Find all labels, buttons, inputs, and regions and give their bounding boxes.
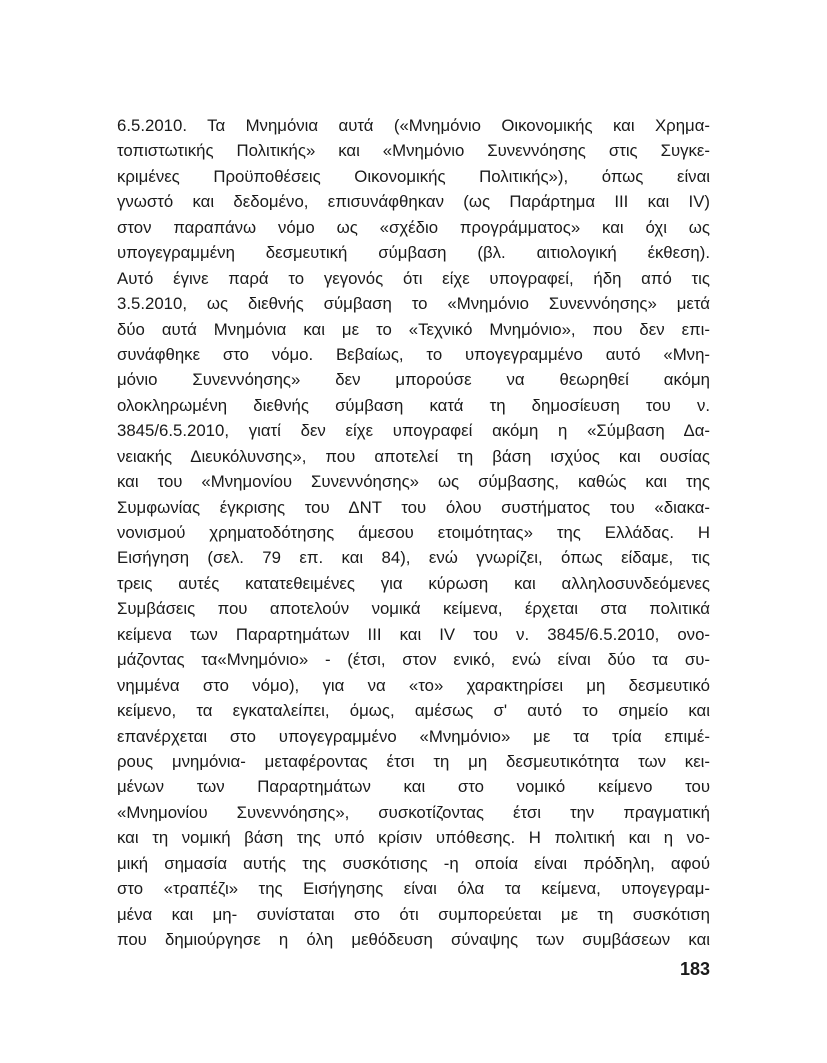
text-line: Συμφωνίας έγκρισης του ΔΝΤ του όλου συστήματος του «διακα- [117, 497, 710, 517]
text-line: ρους μνημόνια- μεταφέροντας έτσι τη μη δεσμευτικότητα των κει- [117, 751, 710, 771]
text-line: που δημιούργησε η όλη μεθόδευση σύναψης των συμβάσεων και [117, 930, 710, 949]
text-line: μάζοντας τα«Μνημόνιο» - (έτσι, στον ενικό, ενώ είναι δύο τα συ- [117, 650, 710, 670]
text-line: νημμένα στο νόμο), για να «το» χαρακτηρίσει μη δεσμευτικό [117, 675, 710, 695]
text-line: στο «τραπέζι» της Εισήγησης είναι όλα τα κείμενα, υπογεγραμ- [117, 879, 710, 899]
text-line: κείμενα των Παραρτημάτων ΙΙΙ και IV του ν. 3845/6.5.2010, ονο- [117, 624, 710, 644]
text-line: νονισμού χρηματοδότησης άμεσου ετοιμότητας» της Ελλάδας. Η [117, 523, 710, 542]
text-line: μόνιο Συνεννόησης» δεν μπορούσε να θεωρηθεί ακόμη [117, 370, 710, 390]
text-line: μένα και μη- συνίσταται στο ότι συμπορεύεται με τη συσκότιση [117, 904, 710, 924]
text-line: Εισήγηση (σελ. 79 επ. και 84), ενώ γνωρίζει, όπως είδαμε, τις [117, 548, 710, 568]
text-line: στον παραπάνω νόμο ως «σχέδιο προγράμματος» και όχι ως [117, 217, 710, 237]
text-line: νειακής Διευκόλυνσης», που αποτελεί τη βάση ισχύος και ουσίας [117, 446, 710, 466]
text-line: 6.5.2010. Τα Μνημόνια αυτά («Μνημόνιο Οικονομικής και Χρημα- [117, 116, 710, 135]
text-line: ολοκληρωμένη διεθνής σύμβαση κατά τη δημοσίευση του ν. [117, 395, 710, 415]
text-line: 3845/6.5.2010, γιατί δεν είχε υπογραφεί ακόμη η «Σύμβαση Δα- [117, 421, 710, 441]
text-line: μένων των Παραρτημάτων και στο νομικό κείμενο του [117, 777, 710, 797]
text-line: επανέρχεται στο υπογεγραμμένο «Μνημόνιο» με τα τρία επιμέ- [117, 726, 710, 746]
text-line: τρεις αυτές κατατεθειμένες για κύρωση και αλληλοσυνδεόμενες [117, 573, 710, 593]
text-line: 3.5.2010, ως διεθνής σύμβαση το «Μνημόνιο Συνεννόησης» μετά [117, 294, 710, 314]
text-line: Συμβάσεις που αποτελούν νομικά κείμενα, έρχεται στα πολιτικά [117, 599, 710, 619]
page-number: 183 [679, 959, 710, 979]
text-line: «Μνημονίου Συνεννόησης», συσκοτίζοντας έτσι την πραγματική [117, 802, 710, 822]
text-line: Αυτό έγινε παρά το γεγονός ότι είχε υπογραφεί, ήδη από τις [117, 268, 710, 288]
text-line: τοπιστωτικής Πολιτικής» και «Μνημόνιο Συνεννόησης στις Συγκε- [117, 141, 710, 161]
text-line: κριμένες Προϋποθέσεις Οικονομικής Πολιτικής»), όπως είναι [117, 166, 710, 186]
text-line: υπογεγραμμένη δεσμευτική σύμβαση (βλ. αιτιολογική έκθεση). [117, 243, 710, 263]
text-line: κείμενο, τα εγκαταλείπει, όμως, αμέσως σ' αυτό το σημείο και [117, 701, 710, 721]
text-line: και του «Μνημονίου Συνεννόησης» ως σύμβασης, καθώς και της [117, 472, 710, 492]
text-line: συνάφθηκε στο νόμο. Βεβαίως, το υπογεγραμμένο αυτό «Μνη- [117, 344, 710, 364]
body-paragraph [117, 113, 710, 952]
text-line: δύο αυτά Μνημόνια και με το «Τεχνικό Μνημόνιο», που δεν επι- [117, 319, 710, 339]
text-line: γνωστό και δεδομένο, επισυνάφθηκαν (ως Παράρτημα ΙΙΙ και IV) [117, 192, 710, 212]
text-line: μική σημασία αυτής της συσκότισης -η οποία είναι πρόδηλη, αφού [117, 853, 710, 873]
text-line: και τη νομική βάση της υπό κρίσιν υπόθεσης. Η πολιτική και η νο- [117, 828, 710, 848]
